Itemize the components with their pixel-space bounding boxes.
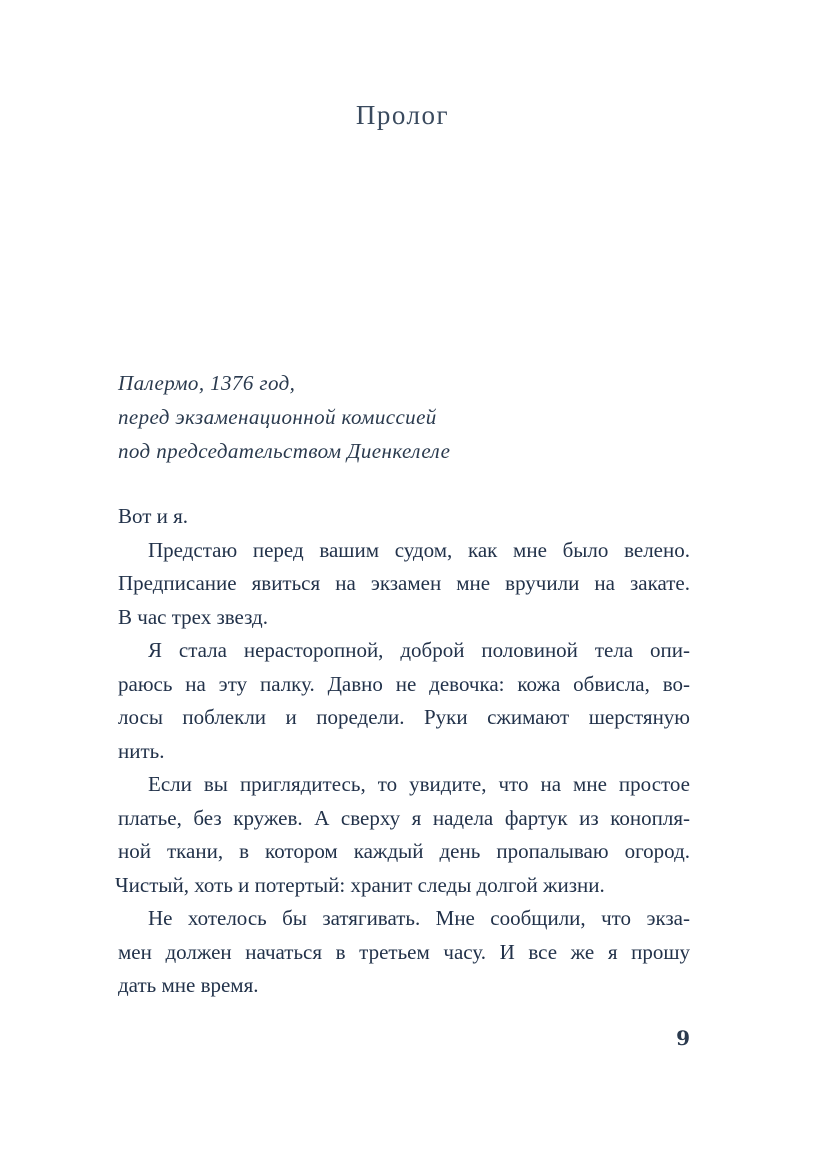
text-line: Предписание явиться на экзамен мне вручили на закате. — [118, 571, 690, 595]
epigraph-line: под председательством Диенкелеле — [118, 439, 451, 463]
text-line: Не хотелось бы затягивать. Мне сообщили, что экза- — [148, 906, 690, 930]
text-line: Чистый, хоть и потертый: хранит следы долгой жизни. — [115, 872, 605, 897]
page-number: 9 — [676, 1026, 690, 1050]
text-line: нить. — [118, 738, 165, 763]
epigraph-line: Палермо, 1376 год, — [118, 371, 296, 395]
text-line: Если вы приглядитесь, то увидите, что на мне простое — [148, 772, 690, 796]
text-line: платье, без кружев. А сверху я надела фартук из конопля- — [118, 805, 690, 830]
text-line: мен должен начаться в третьем часу. И все же я прошу — [118, 939, 690, 964]
body-text — [115, 500, 690, 1003]
text-line: Я стала нерасторопной, доброй половиной тела опи- — [148, 638, 690, 662]
text-line: В час трех звезд. — [118, 604, 268, 629]
text-line: дать мне время. — [118, 973, 259, 997]
text-line: лосы поблекли и поредели. Руки сжимают шерстяную — [118, 705, 690, 729]
text-line: ной ткани, в котором каждый день пропалываю огород. — [118, 839, 690, 863]
epigraph-line: перед экзаменационной комиссией — [118, 405, 437, 429]
chapter-title: Пролог — [355, 100, 450, 130]
text-line: Вот и я. — [118, 504, 189, 528]
text-line: Предстаю перед вашим судом, как мне было велено. — [148, 537, 690, 562]
text-line: раюсь на эту палку. Давно не девочка: кожа обвисла, во- — [118, 671, 690, 696]
epigraph — [118, 366, 698, 468]
